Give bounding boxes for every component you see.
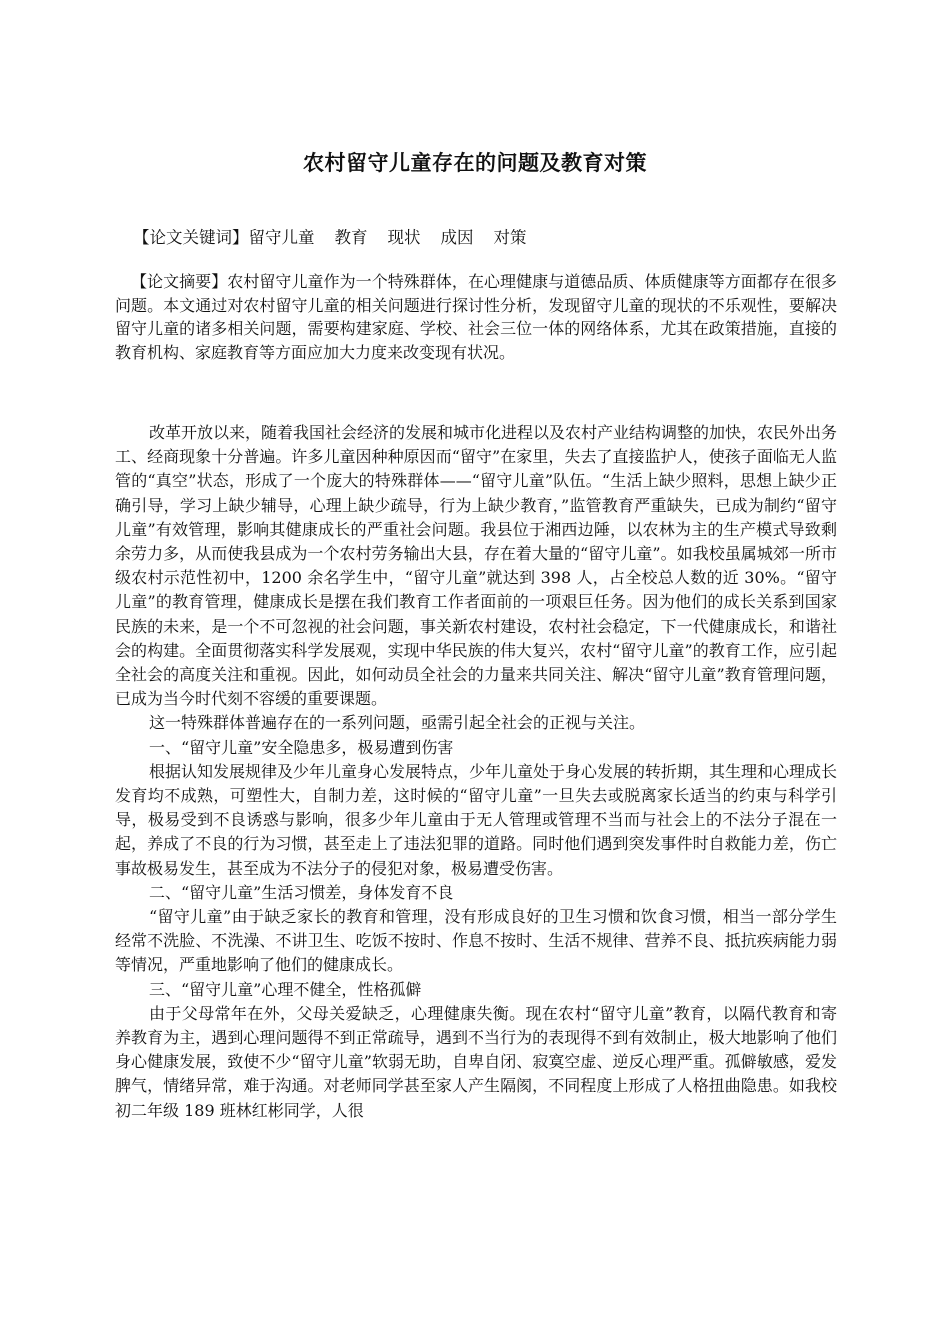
keyword-item: 现状 (387, 228, 421, 247)
section-heading: 三、“留守儿童”心理不健全，性格孤僻 (149, 979, 422, 999)
keyword-item: 教育 (334, 228, 368, 247)
body-paragraph: 根据认知发展规律及少年儿童身心发展特点，少年儿童处于身心发展的转折期，其生理和心理成长发育均不成熟，可塑性大，自制力差，这时候的“留守儿童”一旦失去或脱离家长适当的约束与科学引导，极易受到不良诱惑与影响，很多少年儿童由于无人管理或管理不当而与社会上的不法分子混在一起，养成了不良的行为习惯，甚至走上了违法犯罪的道路。同时他们遇到突发事件时自救能力差，伤亡事故极易发生，甚至成为不法分子的侵犯对象，极易遭受伤害。 (115, 761, 838, 878)
keyword-item: 留守儿童 (248, 228, 315, 247)
body-paragraph: “留守儿童”由于缺乏家长的教育和管理，没有形成良好的卫生习惯和饮食习惯，相当一部分学生经常不洗脸、不洗澡、不讲卫生、吃饭不按时、作息不按时、生活不规律、营养不良、抵抗疾病能力弱等情况，严重地影响了他们的健康成长。 (115, 907, 837, 975)
keyword-item: 对策 (493, 228, 527, 247)
abstract-paragraph: 【论文摘要】农村留守儿童作为一个特殊群体，在心理健康与道德品质、体质健康等方面都存在很多问题。本文通过对农村留守儿童的相关问题进行探讨性分析，发现留守儿童的现状的不乐观性，要解决留守儿童的诸多相关问题，需要构建家庭、学校、社会三位一体的网络体系，尤其在政策措施，直接的教育机构、家庭教育等方面应加大力度来改变现有状况。 (115, 272, 837, 362)
body-paragraph: 由于父母常年在外，父母关爱缺乏，心理健康失衡。现在农村“留守儿童”教育，以隔代教育和寄养教育为主，遇到心理问题得不到正常疏导，遇到不当行为的表现得不到有效制止，极大地影响了他们身心健康发展，致使不少“留守儿童”软弱无助，自卑自闭、寂寞空虚、逆反心理严重。孤僻敏感，爱发脾气，情绪异常，难于沟通。对老师同学甚至家人产生隔阂，不同程度上形成了人格扭曲隐患。如我校初二年级 189 班林红彬同学，人很 (115, 1003, 837, 1120)
body-text (115, 421, 837, 1123)
section-heading: 二、“留守儿童”生活习惯差，身体发育不良 (149, 882, 454, 902)
section-heading: 一、“留守儿童”安全隐患多，极易遭到伤害 (149, 737, 454, 757)
body-paragraph: 这一特殊群体普遍存在的一系列问题，亟需引起全社会的正视与关注。 (149, 713, 646, 733)
keyword-item: 成因 (440, 228, 474, 247)
body-paragraph: 改革开放以来，随着我国社会经济的发展和城市化进程以及农村产业结构调整的加快，农民外出务工、经商现象十分普遍。许多儿童因种种原因而“留守”在家里，失去了直接监护人，使孩子面临无人监管的“真空”状态，形成了一个庞大的特殊群体——“留守儿童”队伍。“生活上缺少照料，思想上缺少正确引导，学习上缺少辅导，心理上缺少疏导，行为上缺少教育，”监管教育严重缺失，已成为制约“留守儿童”有效管理，影响其健康成长的严重社会问题。我县位于湘西边陲，以农林为主的生产模式导致剩余劳力多，从而使我县成为一个农村劳务输出大县，存在着大量的“留守儿童”。如我校虽属城郊一所市级农村示范性初中，1200 余名学生中，“留守儿童”就达到 398 人，占全校总人数的近 30%。“留守儿童”的教育管理，健康成长是摆在我们教育工作者面前的一项艰巨任务。因为他们的成长关系到国家民族的未来，是一个不可忽视的社会问题，事关新农村建设，农村社会稳定，下一代健康成长，和谐社会的构建。全面贯彻落实科学发展观，实现中华民族的伟大复兴，农村“留守儿童”的教育工作，应引起全社会的高度关注和重视。因此，如何动员全社会的力量来共同关注、解决“留守儿童”教育管理问题，已成为当今时代刻不容缓的重要课题。 (115, 423, 838, 709)
page-title: 农村留守儿童存在的问题及教育对策 (303, 151, 647, 175)
keywords-label: 【论文关键词】 (133, 228, 249, 247)
keywords-line (133, 224, 547, 248)
